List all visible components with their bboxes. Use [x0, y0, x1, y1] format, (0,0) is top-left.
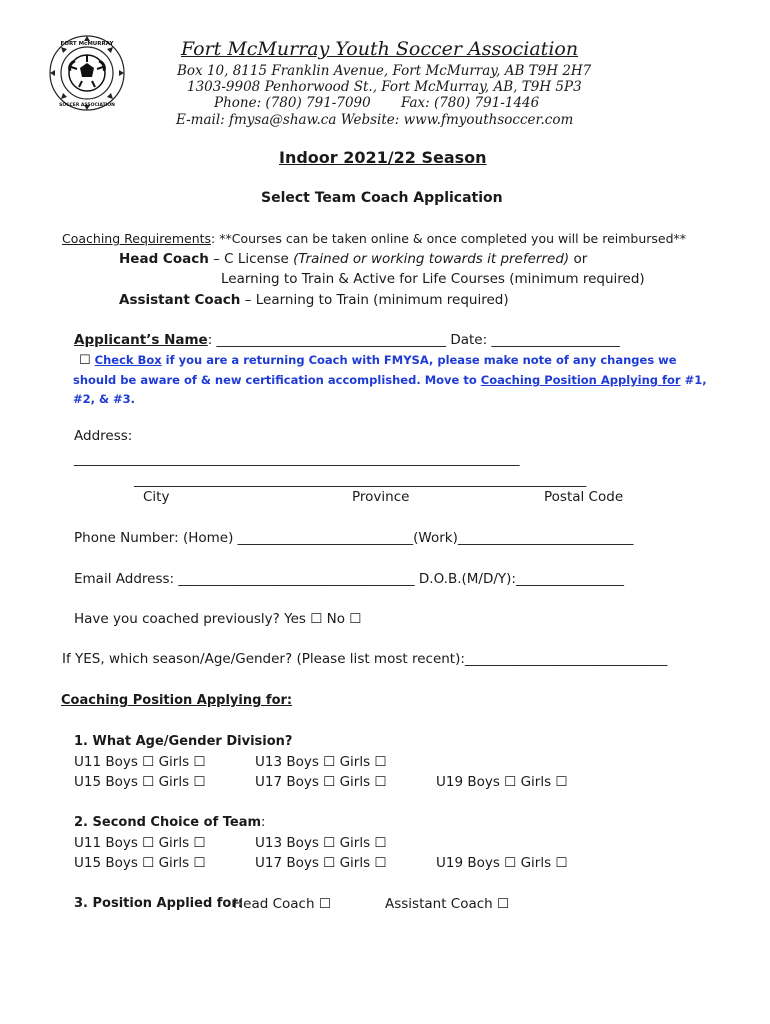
head-coach-option[interactable]: Head Coach ☐	[233, 896, 331, 912]
head-coach-label: Head Coach	[119, 251, 209, 267]
returning-coach-checkbox[interactable]: ☐	[79, 353, 91, 368]
q2-u13-option[interactable]: U13 Boys ☐ Girls ☐	[255, 835, 387, 851]
coached-previously-question[interactable]: Have you coached previously? Yes ☐ No ☐	[74, 611, 362, 627]
phone-number: Phone: (780) 791-7090	[214, 95, 371, 111]
q2-u17-option[interactable]: U17 Boys ☐ Girls ☐	[255, 855, 387, 871]
returning-coach-line3: #2, & #3.	[73, 392, 136, 406]
assistant-coach-text: – Learning to Train (minimum required)	[240, 292, 509, 308]
head-coach-requirement	[119, 251, 587, 267]
head-coach-italic: (Trained or working towards it preferred)	[293, 251, 570, 267]
postal-code-label: Postal Code	[544, 489, 624, 505]
applicant-name-line[interactable]	[74, 332, 620, 348]
requirements-note: : **Courses can be taken online & once completed you will be reimbursed**	[211, 231, 687, 246]
assistant-coach-label: Assistant Coach	[119, 292, 241, 308]
email-website: E-mail: fmysa@shaw.ca Website: www.fmyouthsoccer.com	[176, 112, 574, 128]
address-label: Address:	[74, 428, 133, 444]
returning-coach-text: if you are a returning Coach with FMYSA, please make note of any changes we	[161, 353, 677, 367]
head-coach-or: or	[569, 251, 588, 267]
org-name: Fort McMurray Youth Soccer Association	[181, 38, 579, 60]
applicant-name-label: Applicant’s Name	[74, 332, 208, 348]
address-line-1: Box 10, 8115 Franklin Avenue, Fort McMurray, AB T9H 2H7	[177, 63, 592, 79]
q1-u17-option[interactable]: U17 Boys ☐ Girls ☐	[255, 774, 387, 790]
assistant-coach-requirement	[119, 292, 509, 308]
returning-coach-numbers: #1,	[680, 373, 707, 387]
q2-u11-option[interactable]: U11 Boys ☐ Girls ☐	[74, 835, 206, 851]
coaching-position-heading: Coaching Position Applying for:	[61, 693, 293, 708]
q1-u15-option[interactable]: U15 Boys ☐ Girls ☐	[74, 774, 206, 790]
logo-text-bottom: SOCCER ASSOCIATION	[59, 103, 115, 108]
q1-u13-option[interactable]: U13 Boys ☐ Girls ☐	[255, 754, 387, 770]
q1-u19-option[interactable]: U19 Boys ☐ Girls ☐	[436, 774, 568, 790]
question-1: 1. What Age/Gender Division?	[74, 734, 293, 749]
previous-coaching-field[interactable]: If YES, which season/Age/Gender? (Please list most recent):______________________________	[62, 651, 668, 667]
question-2-label: 2. Second Choice of Team	[74, 815, 262, 830]
returning-coach-line2	[73, 373, 707, 387]
q1-u11-option[interactable]: U11 Boys ☐ Girls ☐	[74, 754, 206, 770]
head-coach-requirement-line2: Learning to Train & Active for Life Courses (minimum required)	[221, 271, 645, 287]
question-2-colon: :	[261, 815, 266, 830]
address-line-field-2[interactable]: ___________________________________________________________________	[134, 472, 587, 488]
requirements-line	[62, 231, 686, 246]
returning-coach-text-2: should be aware of & new certification accomplished. Move to	[73, 373, 481, 387]
requirements-label: Coaching Requirements	[62, 231, 212, 246]
fmysa-logo	[47, 33, 127, 113]
coaching-position-link[interactable]: Coaching Position Applying for	[480, 373, 681, 387]
check-box-label: Check Box	[94, 353, 162, 367]
address-line-field-1[interactable]: __________________________________________________________________	[74, 451, 520, 467]
applicant-name-field[interactable]: : __________________________________ Date: ___________________	[207, 332, 620, 348]
city-label: City	[143, 489, 170, 505]
page-title: Indoor 2021/22 Season	[279, 148, 487, 167]
q2-u15-option[interactable]: U15 Boys ☐ Girls ☐	[74, 855, 206, 871]
fax-number: Fax: (780) 791-1446	[401, 95, 540, 111]
returning-coach-line1	[79, 353, 677, 368]
form-subtitle: Select Team Coach Application	[261, 190, 503, 206]
logo-text-top: FORT McMURRAY	[60, 41, 114, 47]
address-line-2: 1303-9908 Penhorwood St., Fort McMurray, AB, T9H 5P3	[187, 79, 582, 95]
question-3: 3. Position Applied for:	[74, 896, 243, 911]
head-coach-text: – C License	[208, 251, 294, 267]
email-dob-field[interactable]: Email Address: ___________________________________ D.O.B.(M/D/Y):________________	[74, 571, 624, 587]
province-label: Province	[352, 489, 410, 505]
question-2	[74, 815, 265, 830]
assistant-coach-option[interactable]: Assistant Coach ☐	[385, 896, 510, 912]
phone-number-field[interactable]: Phone Number: (Home) __________________________(Work)__________________________	[74, 530, 634, 546]
q2-u19-option[interactable]: U19 Boys ☐ Girls ☐	[436, 855, 568, 871]
